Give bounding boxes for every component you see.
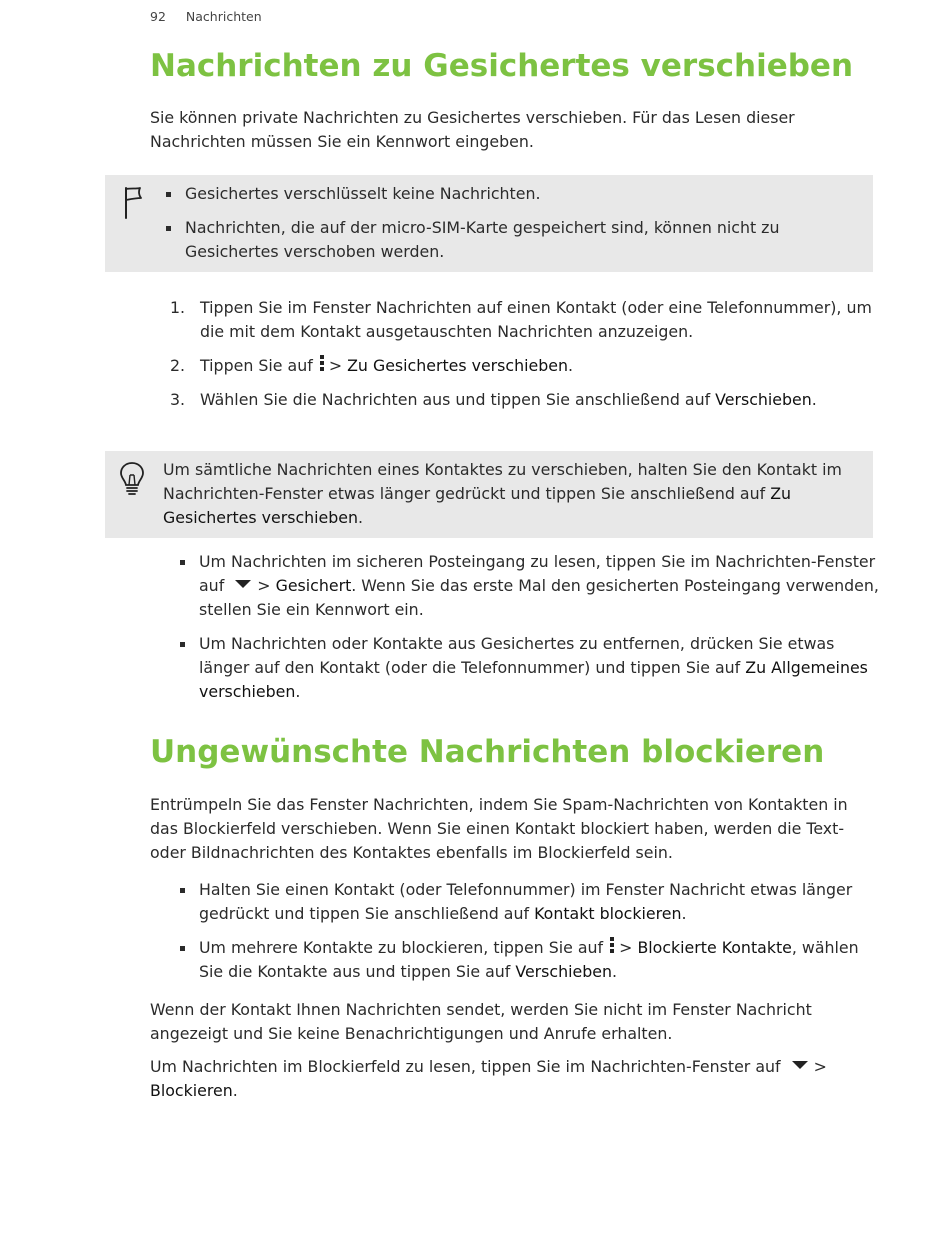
note-item: Nachrichten, die auf der micro-SIM-Karte gespeichert sind, können nicht zu Gesichertes verschoben werden. bbox=[165, 216, 855, 264]
section-title: Nachrichten zu Gesichertes verschieben bbox=[150, 48, 854, 84]
paragraph: Wenn der Kontakt Ihnen Nachrichten sendet, werden Sie nicht im Fenster Nachricht angezeigt und Sie keine Benachrichtigungen und Anrufe erhalten. bbox=[150, 1000, 812, 1043]
intro-paragraph: Sie können private Nachrichten zu Gesichertes verschieben. Für das Lesen dieser Nachrichten müssen Sie ein Kennwort eingeben. bbox=[150, 108, 795, 151]
list-item: Um mehrere Kontakte zu blockieren, tippen Sie auf > Blockierte Kontakte, wählen Sie die Kontakte aus und tippen Sie auf Verschieben. bbox=[179, 936, 879, 984]
list-item: Um Nachrichten oder Kontakte aus Gesichertes zu entfernen, drücken Sie etwas länger auf den Kontakt (oder die Telefonnummer) und tippen Sie auf Zu Allgemeines verschieben. bbox=[179, 632, 879, 704]
step-number: 2. bbox=[170, 356, 186, 375]
steps-list bbox=[170, 296, 880, 422]
paragraph: Um Nachrichten im Blockierfeld zu lesen, tippen Sie im Nachrichten-Fenster auf > Blockieren. bbox=[150, 1057, 827, 1100]
menu-option-label: Blockierte Kontakte bbox=[637, 938, 792, 957]
step-item bbox=[170, 296, 880, 344]
menu-option-label: Verschieben bbox=[715, 390, 812, 409]
more-options-icon bbox=[610, 937, 615, 955]
tips-bullet-list bbox=[179, 550, 879, 714]
step-item: 2. Tippen Sie auf > Zu Gesichertes verschieben. bbox=[170, 354, 880, 378]
step-number: 3. bbox=[170, 390, 186, 409]
step-number: 1. bbox=[170, 298, 186, 317]
dropdown-arrow-icon bbox=[235, 580, 251, 588]
section-name: Nachrichten bbox=[185, 9, 262, 24]
list-item: Halten Sie einen Kontakt (oder Telefonnummer) im Fenster Nachricht etwas länger gedrückt und tippen Sie anschließend auf Kontakt blockieren. bbox=[179, 878, 879, 926]
page-number: 92 bbox=[150, 9, 166, 24]
list-item: Um Nachrichten im sicheren Posteingang zu lesen, tippen Sie im Nachrichten-Fenster auf > Gesichert. Wenn Sie das erste Mal den gesicherten Posteingang verwenden, stellen Sie ein Kennwort ein. bbox=[179, 550, 879, 622]
menu-option-label: Kontakt blockieren bbox=[534, 904, 682, 923]
tip-text: Um sämtliche Nachrichten eines Kontaktes zu verschieben, halten Sie den Kontakt im Nachrichten-Fenster etwas länger gedrückt und tippen Sie anschließend auf Zu Gesichertes verschieben. bbox=[163, 460, 842, 527]
intro-paragraph: Entrümpeln Sie das Fenster Nachrichten, indem Sie Spam-Nachrichten von Kontakten in das Blockierfeld verschieben. Wenn Sie einen Kontakt blockiert haben, werden die Text- oder Bildnachrichten des Kontaktes ebenfalls im Blockierfeld sein. bbox=[150, 795, 848, 862]
step-text: Tippen Sie im Fenster Nachrichten auf einen Kontakt (oder eine Telefonnummer), um die mit dem Kontakt ausgetauschten Nachrichten anzuzeigen. bbox=[200, 298, 872, 341]
menu-option-label: Gesichert bbox=[275, 576, 352, 595]
block-bullet-list bbox=[179, 878, 879, 994]
dropdown-arrow-icon bbox=[792, 1061, 808, 1069]
section-title: Ungewünschte Nachrichten blockieren bbox=[150, 734, 825, 770]
menu-option-label: Verschieben bbox=[515, 962, 612, 981]
note-box bbox=[105, 175, 873, 272]
more-options-icon bbox=[320, 355, 325, 373]
menu-option-label: Blockieren bbox=[150, 1081, 233, 1100]
lightbulb-icon bbox=[119, 461, 145, 497]
menu-option-label: Zu Allgemeines verschieben bbox=[199, 658, 868, 701]
menu-option-label: Zu Gesichertes verschieben bbox=[347, 356, 568, 375]
page-header bbox=[150, 9, 262, 24]
flag-icon bbox=[121, 185, 143, 221]
note-item: Gesichertes verschlüsselt keine Nachrichten. bbox=[165, 182, 855, 206]
step-item: 3. Wählen Sie die Nachrichten aus und tippen Sie anschließend auf Verschieben. bbox=[170, 388, 880, 412]
menu-option-label: Zu Gesichertes verschieben bbox=[163, 484, 792, 527]
